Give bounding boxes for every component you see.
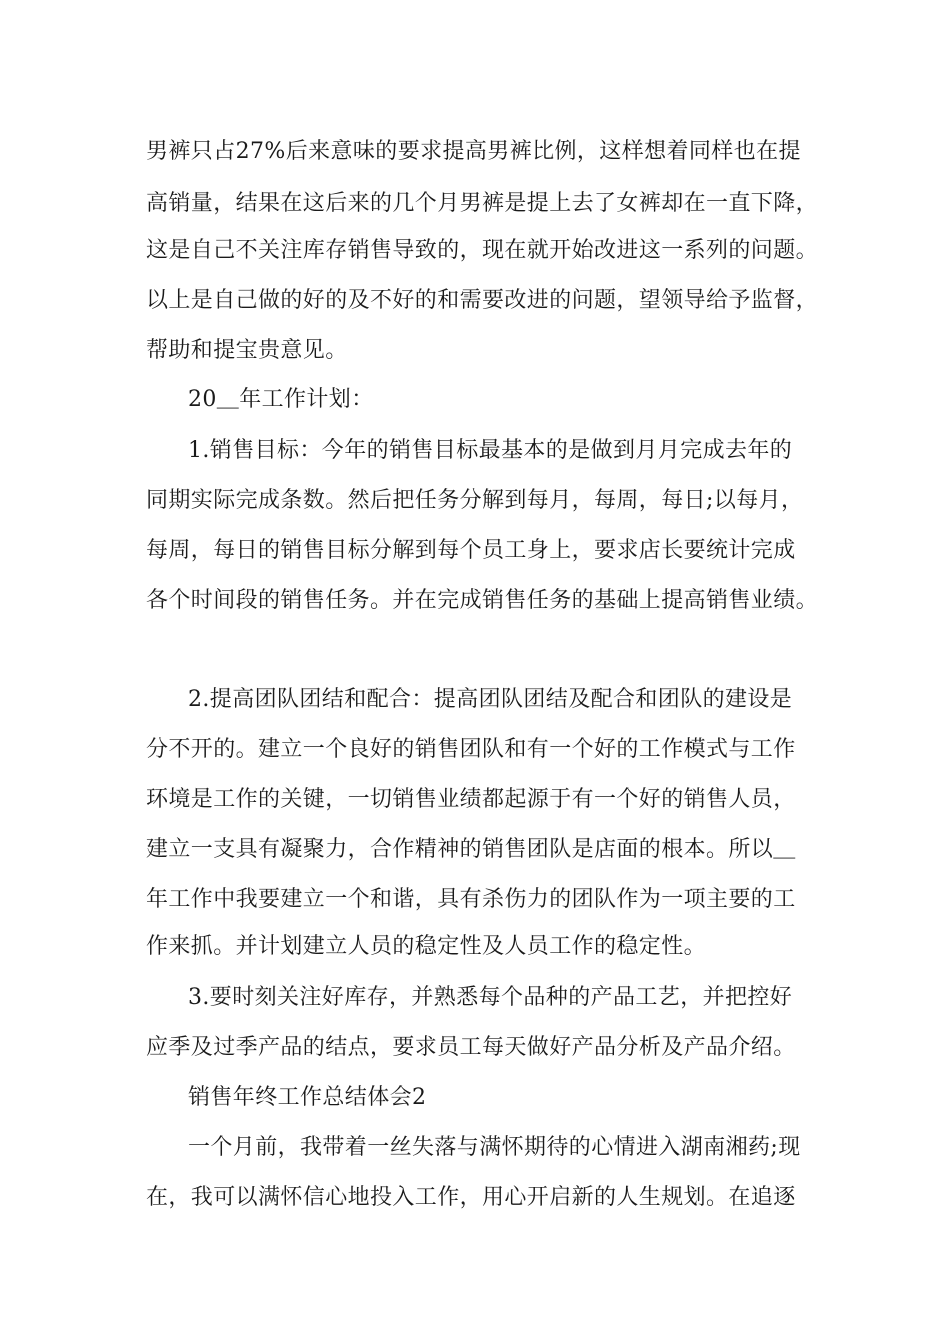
text-line: 每周，每日的销售目标分解到每个员工身上，要求店长要统计完成 <box>146 538 796 563</box>
text-line: 建立一支具有凝聚力，合作精神的销售团队是店面的根本。所以＿ <box>146 837 796 862</box>
text-line: 男裤只占27%后来意味的要求提高男裤比例，这样想着同样也在提 <box>146 139 801 164</box>
text-line: 在，我可以满怀信心地投入工作，用心开启新的人生规划。在追逐 <box>146 1185 796 1210</box>
text-line: 作来抓。并计划建立人员的稳定性及人员工作的稳定性。 <box>146 934 707 959</box>
text-line: 分不开的。建立一个良好的销售团队和有一个好的工作模式与工作 <box>146 737 796 762</box>
text-line: 1.销售目标：今年的销售目标最基本的是做到月月完成去年的 <box>188 438 793 463</box>
section-heading: 销售年终工作总结体会2 <box>188 1085 427 1110</box>
text-line: 一个月前，我带着一丝失落与满怀期待的心情进入湖南湘药;现 <box>188 1135 801 1160</box>
text-line: 应季及过季产品的结点，要求员工每天做好产品分析及产品介绍。 <box>146 1035 796 1060</box>
text-line: 以上是自己做的好的及不好的和需要改进的问题，望领导给予监督， <box>146 288 819 313</box>
text-line: 高销量，结果在这后来的几个月男裤是提上去了女裤却在一直下降， <box>146 191 819 216</box>
text-line: 同期实际完成条数。然后把任务分解到每月，每周，每日;以每月， <box>146 488 804 513</box>
text-line: 这是自己不关注库存销售导致的，现在就开始改进这一系列的问题。 <box>146 238 819 263</box>
text-line: 年工作中我要建立一个和谐，具有杀伤力的团队作为一项主要的工 <box>146 887 796 912</box>
text-line: 环境是工作的关键，一切销售业绩都起源于有一个好的销售人员， <box>146 787 796 812</box>
text-line: 帮助和提宝贵意见。 <box>146 338 348 363</box>
text-line: 3.要时刻关注好库存，并熟悉每个品种的产品工艺，并把控好 <box>188 985 793 1010</box>
text-line: 各个时间段的销售任务。并在完成销售任务的基础上提高销售业绩。 <box>146 588 819 613</box>
text-line: 2.提高团队团结和配合：提高团队团结及配合和团队的建设是 <box>188 687 793 712</box>
section-heading: 20＿年工作计划： <box>188 387 374 412</box>
